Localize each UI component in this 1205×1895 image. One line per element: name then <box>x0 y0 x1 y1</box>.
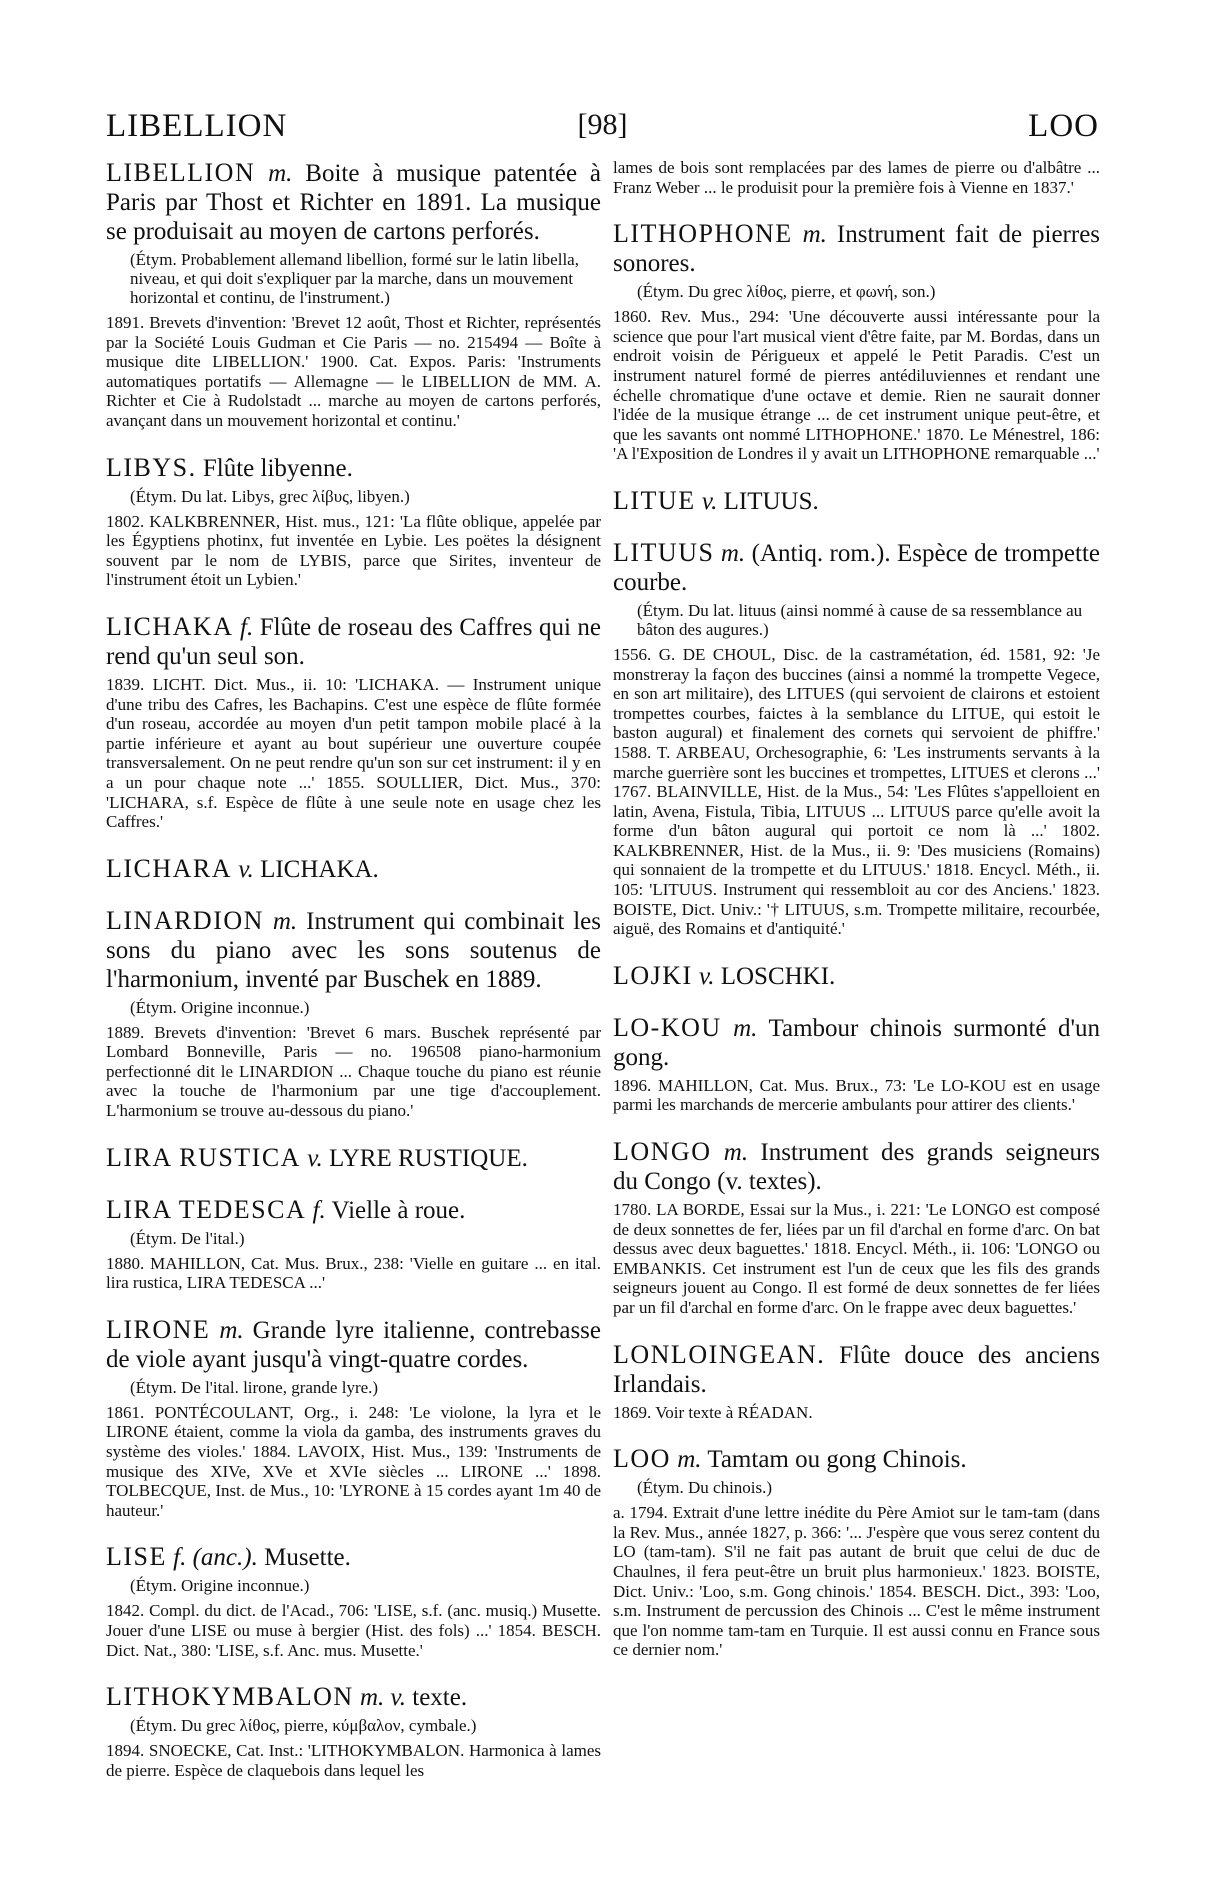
citation-block: 1802. KALKBRENNER, Hist. mus., 121: 'La flûte oblique, appelée par les Égyptiens photinx, fut inventée en Lybie. Les poëtes la désignent souvent par le nom de LYBIS, parce que Sirites, inventeur de l'instrument étoit un Lybien.' <box>106 511 601 590</box>
headword: LIRA TEDESCA <box>106 1194 307 1224</box>
definition: (Antiq. rom.). Espèce de trompette courbe. <box>613 539 1100 596</box>
citation-block: 1861. PONTÉCOULANT, Org., i. 248: 'Le violone, la lyra et le LIRONE étaient, comme la viola da gamba, des instruments graves du système des violes.' 1884. LAVOIX, Hist. Mus., 139: 'Instruments de musique des XIVe, XVe et XVIe siècles ... LIRONE ...' 1898. TOLBECQUE, Inst. de Mus., 10: 'LYRONE à 15 cordes ayant 1m 40 de hauteur.' <box>106 1402 601 1520</box>
definition: Instrument qui combinait les sons du piano avec les sons soutenus de l'harmonium, inventé par Buschek en 1889. <box>106 907 601 993</box>
running-head <box>106 108 1099 152</box>
dictionary-entry <box>106 854 601 884</box>
headword: LINARDION <box>106 905 264 935</box>
dictionary-entry <box>613 961 1100 991</box>
dictionary-entry <box>106 1315 601 1521</box>
entry-head <box>613 1340 1100 1399</box>
grammar-label: m. <box>219 1316 244 1344</box>
entry-head <box>106 854 601 884</box>
etymology: (Étym. Du grec λίθος, pierre, et φωνή, son.) <box>637 282 936 302</box>
entry-head <box>613 538 1100 597</box>
dictionary-entry <box>106 1195 601 1293</box>
entry-head <box>106 906 601 994</box>
entry-head <box>106 1542 601 1572</box>
grammar-label: m. <box>272 907 298 935</box>
etymology: (Étym. Du lat. lituus (ainsi nommé à cause de sa ressemblance au bâton des augures.) <box>637 600 1083 639</box>
citation-block: 1556. G. DE CHOUL, Disc. de la castramétation, éd. 1581, 92: 'Je monstreray la façon des buccines (ainsi a nommé la trompette Vegece, en son art militaire), des LITUES (qui servoient de clairons et estoient trompettes courbes, faictes à la semblance du LITUE, qui estoit le baston augural) et finalement des cornets qui servoient de phiffre.' 1588. T. ARBEAU, Orchesographie, 6: 'Les instruments servants à la marche guerrière sont les buccines et trompettes, LITUES et clerons ...' 1767. BLAINVILLE, Hist. de la Mus., 54: 'Les Flûtes s'appelloient en latin, Avena, Fistula, Tibia, LITUUS ... LITUUS parce qu'elle avoit la forme d'un bâton augural qui portoit ce nom là ...' 1802. KALKBRENNER, Hist. de la Mus., ii. 9: 'Des musiciens (Romains) qui sonnaient de la trompette et du LITUUS.' 1818. Encycl. Méth., ii. 105: 'LITUUS. Instrument qui ressembloit au cor des Anciens.' 1823. BOISTE, Dict. Univ.: '† LITUUS, s.m. Trompette militaire, recourbée, aiguë, des Romains et d'antiquité.' <box>613 644 1100 939</box>
etymology: (Étym. Du chinois.) <box>637 1478 773 1498</box>
citation-block: 1839. LICHT. Dict. Mus., ii. 10: 'LICHAKA. — Instrument unique d'une tribu des Cafres, les Bachapins. C'est une espèce de flûte formée d'un roseau, accordée au moyen d'un petit tampon mobile placé à la partie inférieure et ayant au bout supérieur une ouverture coupée transversalement. On ne peut rendre qu'un son sur cet instrument: il y en a un pour chaque note ...' 1855. SOULLIER, Dict. Mus., 370: 'LICHARA, s.f. Espèce de flûte à une seule note en usage chez les Caffres.' <box>106 674 601 832</box>
citation-block: 1896. MAHILLON, Cat. Mus. Brux., 73: 'Le LO-KOU est en usage parmi les marchands de mercerie ambulants pour attirer des clients.' <box>613 1075 1100 1115</box>
headword: LITHOKYMBALON <box>106 1682 354 1712</box>
dictionary-entry <box>613 219 1100 464</box>
dictionary-entry <box>613 1340 1100 1423</box>
etymology: (Étym. Origine inconnue.) <box>130 1576 310 1596</box>
citation-block: 1869. Voir texte à RÉADAN. <box>613 1402 813 1422</box>
running-head-right: LOO <box>1028 108 1099 144</box>
headword: LOJKI <box>613 960 693 990</box>
entry-head <box>613 219 1100 278</box>
definition: Boite à musique patentée à Paris par Thost et Richter en 1891. La musique se produisait au moyen de cartons perforés. <box>106 160 602 245</box>
entry-head <box>613 486 1100 516</box>
entry-head <box>106 1682 601 1712</box>
headword: LIRA RUSTICA <box>106 1142 301 1172</box>
headword: LOO <box>613 1444 671 1474</box>
grammar-label: m. <box>733 1014 758 1042</box>
etymology: (Étym. Du lat. Libys, grec λίβυς, libyen.) <box>130 486 410 506</box>
headword: LICHARA <box>106 853 233 883</box>
dictionary-entry <box>613 1137 1100 1318</box>
dictionary-entry <box>106 906 601 1121</box>
entry-head <box>613 1013 1100 1072</box>
definition: LICHAKA. <box>260 855 379 883</box>
definition: Flûte de roseau des Caffres qui ne rend qu'un seul son. <box>106 613 602 670</box>
grammar-label: f. <box>312 1196 326 1224</box>
citation-block: 1880. MAHILLON, Cat. Mus. Brux., 238: 'Vielle en guitare ... en ital. lira rustica, LIRA TEDESCA ...' <box>106 1253 601 1293</box>
entry-head <box>613 961 1100 991</box>
definition: Flûte libyenne. <box>202 454 353 482</box>
headword: LISE <box>106 1542 167 1572</box>
entry-head <box>106 453 601 483</box>
definition: Tamtam ou gong Chinois. <box>707 1446 967 1474</box>
grammar-label: m. <box>268 160 293 187</box>
headword: LONLOINGEAN. <box>613 1339 826 1369</box>
definition: Instrument fait de pierres sonores. <box>613 221 1101 278</box>
citation-block: 1894. SNOECKE, Cat. Inst.: 'LITHOKYMBALON. Harmonica à lames de pierre. Espèce de claquebois dans lequel les <box>106 1741 601 1780</box>
page-number: [98] <box>577 108 628 141</box>
etymology: (Étym. De l'ital. lirone, grande lyre.) <box>130 1377 379 1397</box>
definition: Tambour chinois surmonté d'un gong. <box>613 1014 1100 1071</box>
grammar-label: f. <box>240 613 254 641</box>
definition: LOSCHKI. <box>720 962 836 990</box>
etymology: (Étym. Du grec λίθος, pierre, κύμβαλον, cymbale.) <box>130 1716 477 1736</box>
dictionary-entry <box>106 1682 601 1780</box>
grammar-label: m. <box>677 1446 702 1474</box>
grammar-label: m. <box>802 221 827 249</box>
grammar-label: v. <box>701 487 718 515</box>
dictionary-entry <box>106 453 601 590</box>
dictionary-entry <box>613 538 1100 939</box>
citation-block: 1842. Compl. du dict. de l'Acad., 706: 'LISE, s.f. (anc. musiq.) Musette. Jouer d'une LISE ou muse à bergier (Hist. des fols) ...' 1854. BESCH. Dict. Nat., 380: 'LISE, s.f. Anc. mus. Musette.' <box>106 1601 601 1660</box>
right-column-entries <box>613 219 1100 1660</box>
dictionary-entry <box>613 486 1100 516</box>
entry-head <box>613 1137 1100 1196</box>
continuation-text: lames de bois sont remplacées par des lames de pierre ou d'albâtre ... Franz Weber ... le produisit pour la première fois à Vienne en 1837.' <box>613 158 1100 197</box>
definition: Instrument des grands seigneurs du Congo (v. textes). <box>613 1139 1100 1196</box>
definition: Flûte douce des anciens Irlandais. <box>613 1341 1100 1398</box>
grammar-label: v. <box>307 1144 323 1172</box>
entry-head <box>106 158 601 246</box>
entry-head <box>613 1444 1100 1474</box>
entry-head <box>106 1143 601 1173</box>
definition: Vielle à roue. <box>331 1196 466 1224</box>
entry-head <box>106 1315 601 1374</box>
headword: LITUE <box>613 485 696 515</box>
headword: LITUUS <box>613 537 715 567</box>
grammar-label: f. (anc.). <box>173 1544 258 1572</box>
definition: LYRE RUSTIQUE. <box>328 1144 528 1172</box>
dictionary-entry <box>613 1013 1100 1115</box>
entry-head <box>106 612 601 671</box>
dictionary-entry <box>106 1542 601 1660</box>
grammar-label: m. v. <box>359 1684 406 1712</box>
etymology: (Étym. Origine inconnue.) <box>130 997 310 1017</box>
headword: LONGO <box>613 1137 712 1167</box>
headword: LITHOPHONE <box>613 219 793 249</box>
grammar-label: v. <box>698 962 715 990</box>
headword: LO-KOU <box>613 1012 722 1042</box>
citation-block: 1889. Brevets d'invention: 'Brevet 6 mars. Buschek représenté par Lombard Bonneville, Paris — no. 196508 piano-harmonium perfectionné dit le LINARDION ... Chaque touche du piano est réunie avec la touche de l'harmonium par une tige d'accouplement. L'harmonium se trouve au-dessous du piano.' <box>106 1022 601 1121</box>
citation-block: a. 1794. Extrait d'une lettre inédite du Père Amiot sur le tam-tam (dans la Rev. Mus., année 1827, p. 366: '... J'espère que vous serez content du LO (tam-tam). S'il ne fait pas autant de bruit que celui de duc de Chaulnes, il fera peut-être un bruit plus harmonieux.' 1823. BOISTE, Dict. Univ.: 'Loo, s.m. Gong chinois.' 1854. BESCH. Dict., 393: 'Loo, s.m. Instrument de percussion des Chinois ... C'est le même instrument que l'on nomme tam-tam en Turquie. Il est aussi connu en France sous ce dernier nom.' <box>613 1503 1100 1660</box>
running-head-left: LIBELLION <box>106 108 288 144</box>
etymology: (Étym. Probablement allemand libellion, formé sur le latin libella, niveau, et qui doit s'expliquer par la marche, dans un mouvement horizontal et continu, de l'instrument.) <box>130 250 579 307</box>
citation-block: 1860. Rev. Mus., 294: 'Une découverte aussi intéressante pour la science que pour l'art musical vient d'être faite, par M. Bordas, dans un endroit voisin de Périgueux et appelé le Petit Paradis. C'est un instrument naturel formé de pierres antédiluviennes et rendant une échelle chromatique d'une octave et demie. Rien ne saurait donner l'idée de la musique étrange ... de cet instrument unique peut-être, et que les savants ont nommé LITHOPHONE.' 1870. Le Ménestrel, 186: 'A l'Exposition de Londres il y avait un LITHOPHONE remarquable ...' <box>613 307 1100 464</box>
definition: Musette. <box>264 1544 351 1572</box>
grammar-label: m. <box>720 539 746 567</box>
definition: Grande lyre italienne, contrebasse de viole ayant jusqu'à vingt-quatre cordes. <box>106 1316 602 1373</box>
dictionary-entry <box>613 1444 1100 1660</box>
citation-block: 1891. Brevets d'invention: 'Brevet 12 août, Thost et Richter, représentés par la Société Louis Gudman et Cie Paris — no. 215494 — Boîte à musique dite LIBELLION.' 1900. Cat. Expos. Paris: 'Instruments automatiques portatifs — Allemagne — le LIBELLION de MM. A. Richter et Cie à Rudolstadt ... marche au moyen de cartons perforés, avançant dans un mouvement horizontal et continu.' <box>106 313 601 430</box>
grammar-label: m. <box>723 1139 749 1167</box>
headword: LIBYS. <box>106 452 197 482</box>
definition: texte. <box>412 1684 468 1712</box>
dictionary-entry <box>106 1143 601 1173</box>
right-column <box>613 158 1100 1682</box>
etymology: (Étym. De l'ital.) <box>130 1228 245 1248</box>
grammar-label: v. <box>238 855 254 883</box>
definition: LITUUS. <box>723 487 819 515</box>
dictionary-entry <box>106 612 601 832</box>
left-column <box>106 158 601 1802</box>
headword: LICHAKA <box>106 611 234 641</box>
entry-head <box>106 1195 601 1225</box>
headword: LIBELLION <box>106 158 256 187</box>
citation-block: 1780. LA BORDE, Essai sur la Mus., i. 221: 'Le LONGO est composé de deux sonnettes de fer, liées par un fil d'archal en forme d'arc. On bat dessus avec deux baguettes.' 1818. Encycl. Méth., ii. 106: 'LONGO ou EMBANKIS. Cet instrument est l'un de ceux que les fils des grands seigneurs jouent au Congo. Il est formé de deux sonnettes de fer liées par un fil d'archal en forme d'arc. On le frappe avec deux baguettes.' <box>613 1200 1100 1317</box>
dictionary-entry <box>106 158 601 431</box>
headword: LIRONE <box>106 1314 211 1344</box>
